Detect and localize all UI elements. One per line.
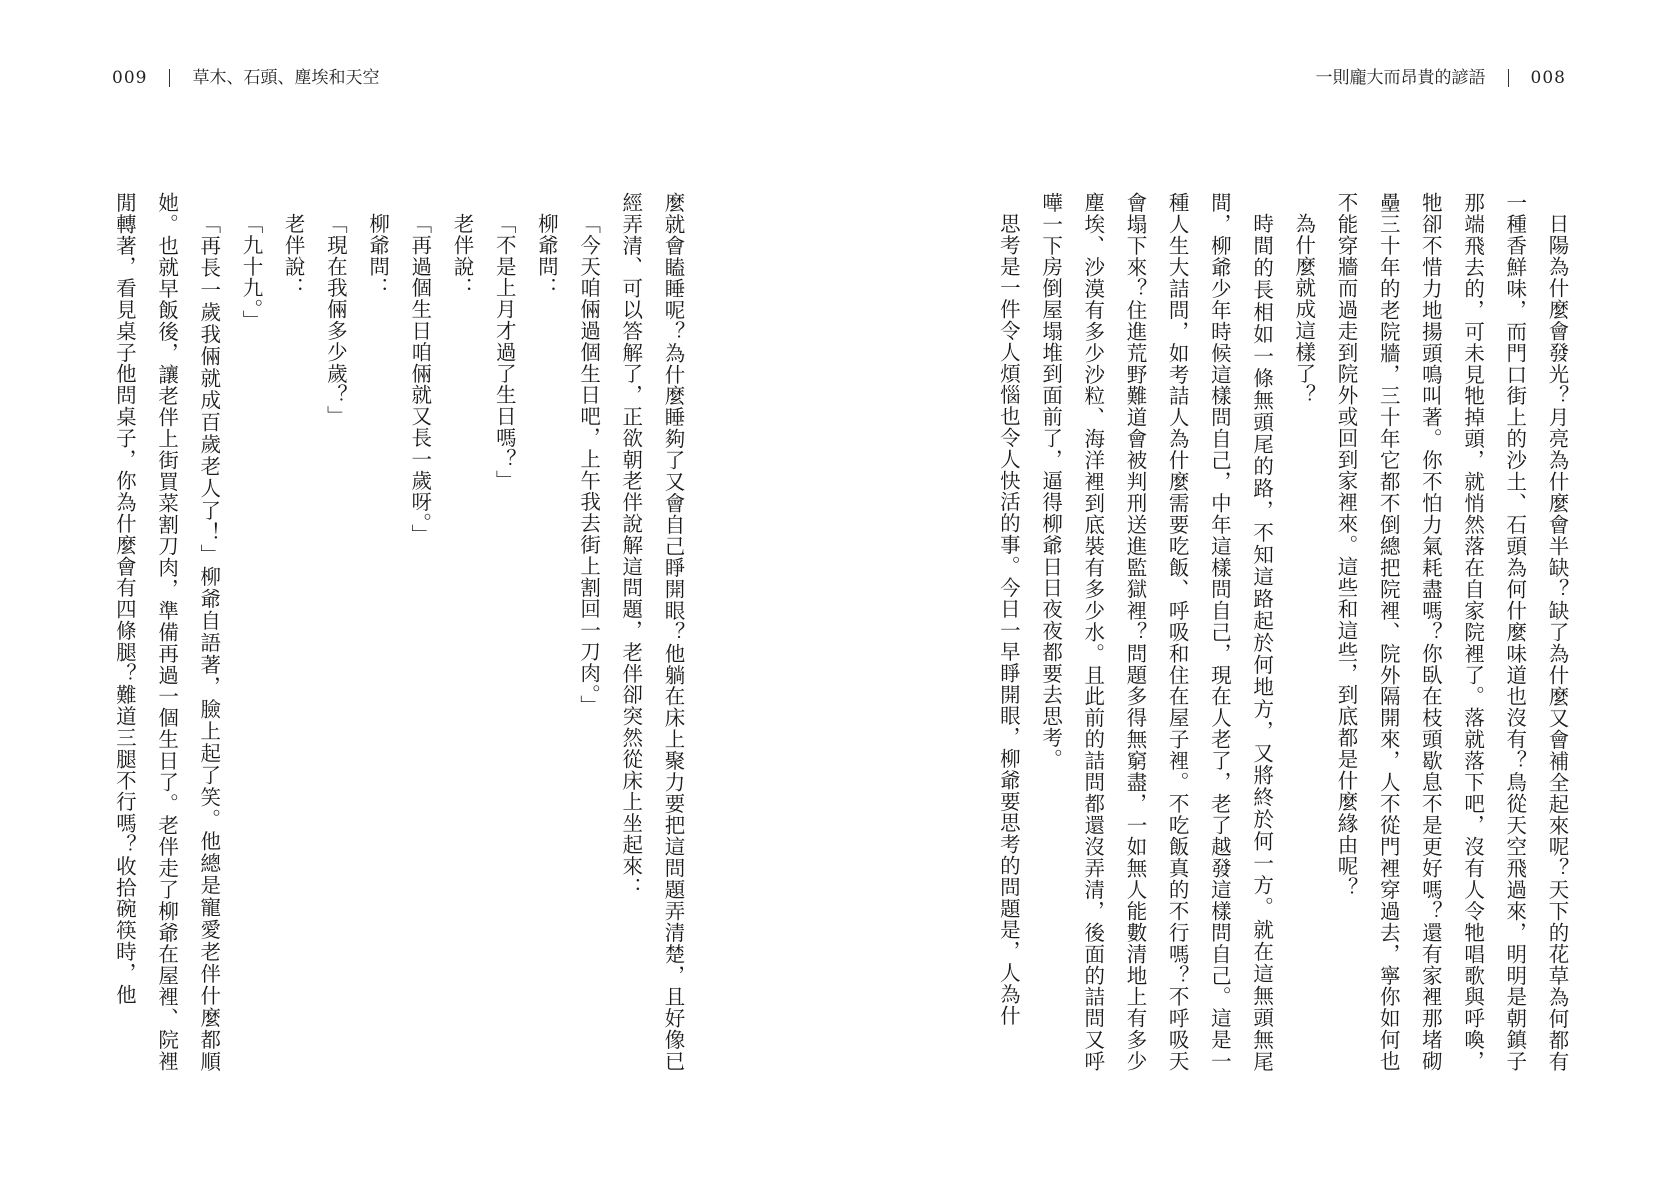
right-page-text: [996, 192, 1578, 1072]
right-header-divider: [1508, 69, 1509, 87]
dialogue-line: 「九十九。」: [238, 212, 263, 331]
dialogue-line: 「不是上月才過了生日嗎？」: [492, 212, 517, 491]
right-page-number: 008: [1530, 68, 1566, 88]
speaker-line: 老伴說：: [449, 212, 474, 299]
left-page-text: [100, 192, 694, 1072]
right-chapter-title: 一則龐大而昂貴的諺語: [1315, 68, 1486, 88]
paragraph: 「再長一歲我倆就成百歲老人了！」柳爺自語著，臉上起了笑。他總是寵愛老伴什麼都順她。也就早飯後，讓老伴上街買菜割刀肉，準備再過一個生日了。老伴走了柳爺在屋裡、院裡閒轉著，看見桌子他問桌子，你為什麼會有四條腿？難道三腿不行嗎？收拾碗筷時，他: [112, 192, 221, 1072]
speaker-line: 柳爺問：: [534, 212, 559, 299]
paragraph-continued: 麼就會瞌睡呢？為什麼睡夠了又會自己睜開眼？他躺在床上聚力要把這問題弄清楚，且好像已經弄清、可以答解了，正欲朝老伴說解這問題，老伴卻突然從床上坐起來：: [618, 192, 685, 1072]
dialogue-line: 「再過個生日咱倆就又長一歲呀。」: [407, 212, 432, 545]
paragraph: 時間的長相如一條無頭尾的路，不知這路起於何地方，又將終於何一方。就在這無頭無尾間，柳爺少年時候這樣問自己，中年這樣問自己，現在人老了，老了越發這樣問自己。這是一種人生大詰問，如考詰人為什麼需要吃飯、呼吸和住在屋子裡。不吃飯真的不行嗎？不呼吸天會塌下來？住進荒野難道會被判刑送進監獄裡？問題多得無窮盡，一如無人能數清地上有多少塵埃、沙漠有多少沙粒、海洋裡到底裝有多少水。且此前的詰問都還沒弄清，後面的詰問又呼嘩一下房倒屋塌堆到面前了，逼得柳爺日日夜夜都要去思考。: [1038, 192, 1274, 1072]
paragraph: 日陽為什麼會發光？月亮為什麼會半缺？缺了為什麼又會補全起來呢？天下的花草為何都有一種香鮮味，而門口街上的沙土、石頭為何什麼味道也沒有？鳥從天空飛過來，明明是朝鎮子那端飛去的，可未見牠掉頭，就悄然落在自家院裡了。落就落下吧，沒有人令牠唱歌與呼喚，牠卻不惜力地揚頭鳴叫著。你不怕力氣耗盡嗎？你臥在枝頭歇息不是更好嗎？還有家裡那堵砌壘三十年的老院牆，三十年它都不倒總把院裡、院外隔開來，人不從門裡穿過去，寧你如何也不能穿牆而過走到院外或回到家裡來。這些和這些，到底都是什麼緣由呢？: [1333, 192, 1569, 1072]
speaker-line: 柳爺問：: [365, 212, 390, 299]
paragraph: 為什麼就成這樣了？: [1291, 212, 1316, 406]
right-running-header: [1316, 64, 1566, 92]
dialogue-line: 「現在我倆多少歲？」: [323, 212, 348, 427]
left-running-header: [112, 64, 379, 92]
dialogue-line: 「今天咱倆過個生日吧，上午我去街上割回一刀肉。」: [576, 212, 601, 716]
speaker-line: 老伴說：: [281, 212, 306, 299]
paragraph: 思考是一件令人煩惱也令人快活的事。今日一早睜開眼，柳爺要思考的問題是，人為什: [996, 212, 1021, 1026]
left-page-number: 009: [112, 68, 148, 88]
left-chapter-title: 草木、石頭、塵埃和天空: [192, 68, 380, 88]
left-header-divider: [169, 69, 170, 87]
